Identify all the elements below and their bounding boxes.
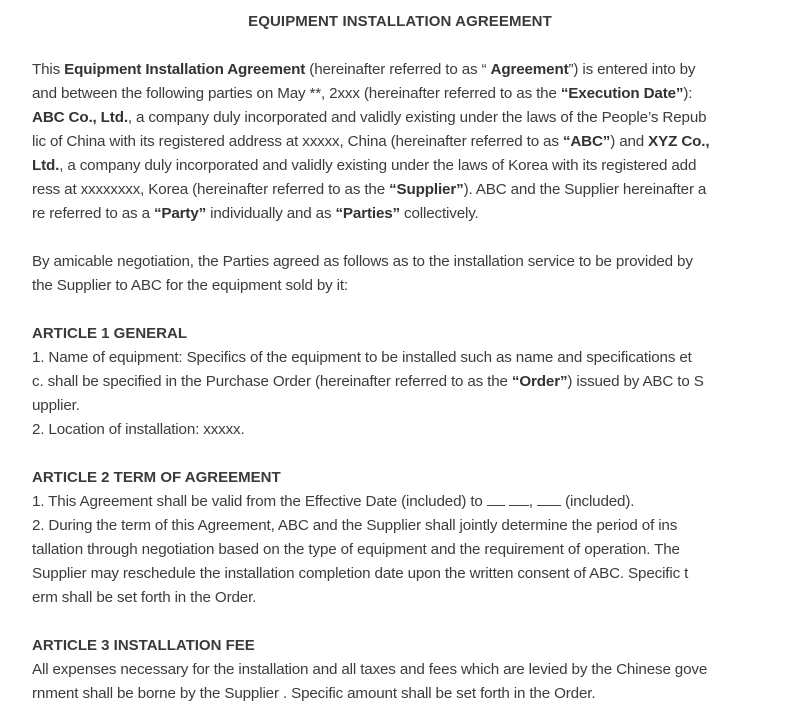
defined-term: “Party”	[153, 205, 207, 222]
text-line: 2. During the term of this Agreement, ABC and the Supplier shall jointly determine the period of ins	[32, 517, 678, 534]
text-line: re referred to as a “Party” individually and as “Parties” collectively.	[32, 205, 479, 222]
defined-term: Agreement	[490, 61, 569, 78]
article-1-heading: ARTICLE 1 GENERAL	[32, 325, 188, 342]
article-2	[32, 466, 768, 610]
defined-term: “Parties”	[335, 205, 400, 222]
article-2-heading: ARTICLE 2 TERM OF AGREEMENT	[32, 469, 281, 486]
text-line: upplier.	[32, 397, 80, 414]
fill-in-blank	[537, 492, 561, 506]
spacer	[32, 610, 768, 634]
article-3-body	[32, 658, 768, 706]
article-3	[32, 634, 768, 706]
text-line: All expenses necessary for the installation and all taxes and fees which are levied by the Chinese gove	[32, 661, 708, 678]
text-line: Supplier may reschedule the installation completion date upon the written consent of ABC. Specific t	[32, 565, 689, 582]
text-line: c. shall be specified in the Purchase Order (hereinafter referred to as the “Order”) issued by ABC to S	[32, 373, 704, 390]
text-line: 1. This Agreement shall be valid from the Effective Date (included) to , (included).	[32, 493, 635, 510]
document-title: EQUIPMENT INSTALLATION AGREEMENT	[248, 13, 552, 30]
article-1-body	[32, 346, 768, 442]
fill-in-blank	[487, 492, 505, 506]
defined-term: ABC Co., Ltd.	[32, 109, 128, 126]
article-3-heading: ARTICLE 3 INSTALLATION FEE	[32, 637, 255, 654]
fill-in-blank	[509, 492, 529, 506]
spacer	[32, 442, 768, 466]
defined-term: “Order”	[511, 373, 568, 390]
defined-term: “Execution Date”	[560, 85, 684, 102]
defined-term: Equipment Installation Agreement	[64, 61, 306, 78]
spacer	[32, 226, 768, 250]
preamble-paragraph	[32, 58, 768, 226]
text-line: 2. Location of installation: xxxxx.	[32, 421, 245, 438]
intro-paragraph	[32, 250, 768, 298]
text-line: tallation through negotiation based on the type of equipment and the requirement of operation. The	[32, 541, 680, 558]
text-line: lic of China with its registered address at xxxxx, China (hereinafter referred to as “ABC”) and XYZ Co.,	[32, 133, 710, 150]
text-line: and between the following parties on May **, 2xxx (hereinafter referred to as the “Execution Date”):	[32, 85, 693, 102]
spacer	[32, 34, 768, 58]
defined-term: “ABC”	[562, 133, 611, 150]
text-line: the Supplier to ABC for the equipment sold by it:	[32, 277, 348, 294]
article-1	[32, 322, 768, 442]
text-line: Ltd., a company duly incorporated and validly existing under the laws of Korea with its registered add	[32, 157, 697, 174]
spacer	[32, 298, 768, 322]
text-line: rnment shall be borne by the Supplier . Specific amount shall be set forth in the Order.	[32, 685, 596, 702]
text-line: ress at xxxxxxxx, Korea (hereinafter referred to as the “Supplier”). ABC and the Supplier hereinafter a	[32, 181, 707, 198]
text-line: 1. Name of equipment: Specifics of the equipment to be installed such as name and specifications et	[32, 349, 692, 366]
text-line: erm shall be set forth in the Order.	[32, 589, 257, 606]
text-line: This Equipment Installation Agreement (hereinafter referred to as “ Agreement”) is entered into by	[32, 61, 696, 78]
text-line: ABC Co., Ltd., a company duly incorporated and validly existing under the laws of the People’s Repub	[32, 109, 707, 126]
defined-term: Ltd.	[32, 157, 60, 174]
defined-term: XYZ Co.,	[648, 133, 710, 150]
defined-term: “Supplier”	[389, 181, 464, 198]
text-line: By amicable negotiation, the Parties agreed as follows as to the installation service to be provided by	[32, 253, 693, 270]
article-2-body	[32, 490, 768, 610]
